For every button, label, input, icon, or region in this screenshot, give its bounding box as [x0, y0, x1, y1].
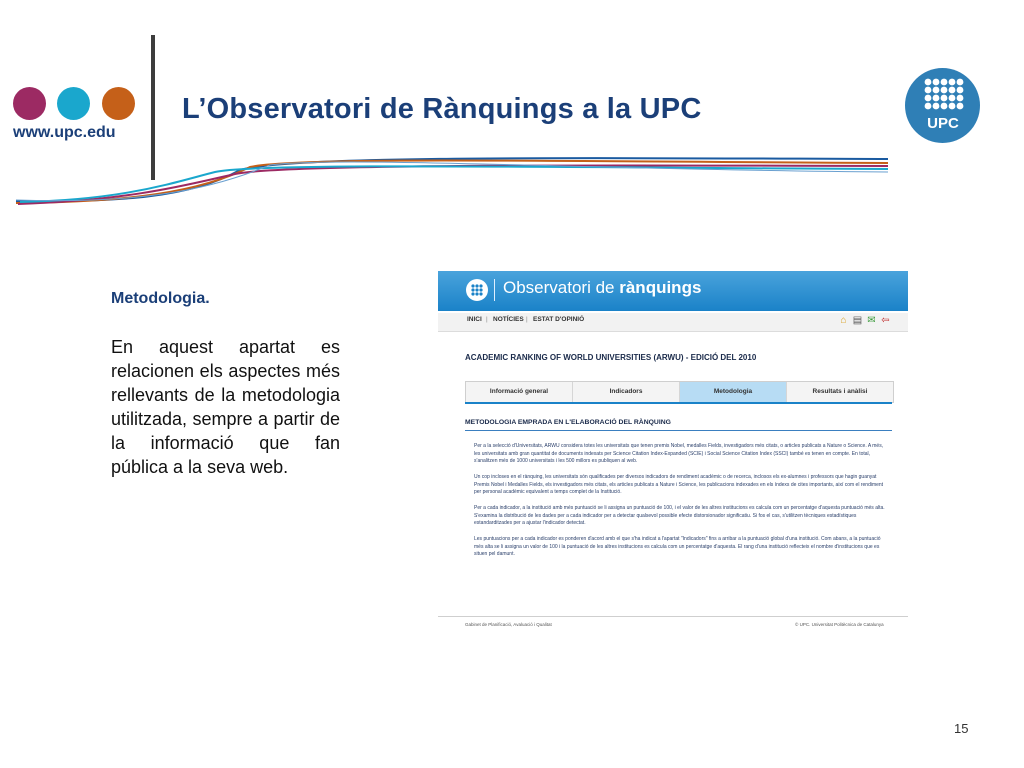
section-title: METODOLOGIA EMPRADA EN L'ELABORACIÓ DEL RÀNQUING: [465, 419, 671, 426]
brand-dot-orange: [102, 87, 135, 120]
tabs-underline: [465, 402, 892, 404]
nav-inici[interactable]: INICI: [467, 316, 482, 323]
nav-estat-opinio[interactable]: ESTAT D'OPINIÓ: [533, 316, 585, 323]
home-icon[interactable]: ⌂: [840, 315, 847, 326]
methodology-description: [111, 287, 340, 479]
email-icon[interactable]: ✉: [867, 315, 876, 326]
upc-logo-text: UPC: [927, 115, 959, 132]
tab-indicadors[interactable]: Indicadors: [573, 382, 680, 402]
upc-logo-icon: [905, 68, 980, 143]
nav-separator: |: [526, 316, 528, 323]
site-brand[interactable]: [503, 278, 701, 298]
site-brand-prefix: Observatori de: [503, 278, 620, 297]
nav-separator: |: [486, 316, 488, 323]
section-rule: [465, 430, 892, 431]
nav-noticies[interactable]: NOTÍCIES: [493, 316, 524, 323]
site-logo-icon: [466, 279, 488, 301]
brand-dot-purple: [13, 87, 46, 120]
exit-icon[interactable]: ⇦: [881, 315, 890, 326]
site-nav: [438, 313, 908, 332]
methodology-heading: Metodologia.: [111, 290, 210, 307]
website-url[interactable]: www.upc.edu: [13, 124, 116, 141]
brand-dot-cyan: [57, 87, 90, 120]
tab-informacio-general[interactable]: Informació general: [466, 382, 573, 402]
ranking-heading: ACADEMIC RANKING OF WORLD UNIVERSITIES (ARWU) - EDICIÓ DEL 2010: [465, 353, 757, 362]
page-number: 15: [954, 721, 969, 736]
decorative-swoosh: [0, 140, 900, 210]
ranking-tabs: [465, 381, 894, 403]
paragraph: Les puntuacions per a cada indicador es ponderen d'acord amb el que s'ha indicat a l'apartat "Indicadors" fins a arribar a la puntuació global d'una institució. Com abans, a la puntuació més alta se li assigna un valor de 100 i la puntuació de les altres institucions es calcula com un percentatge d'aquesta. El rang d'una institució reflecteix el nombre d'institucions que es situen pel damunt.: [474, 536, 881, 558]
tab-metodologia[interactable]: Metodologia: [680, 382, 787, 402]
slide-title: L’Observatori de Rànquings a la UPC: [182, 93, 702, 125]
site-header: [438, 271, 908, 311]
site-logo-divider: [494, 279, 495, 301]
website-screenshot: [438, 271, 908, 629]
methodology-body: En aquest apartat es relacionen els aspectes més rellevants de la metodologia utilitzada, sempre a partir de la informació que fan pública a la seva web.: [111, 337, 340, 477]
upc-logo: [905, 68, 980, 143]
footer-right: © UPC. Universitat Politècnica de Catalunya: [795, 622, 884, 627]
footer-left[interactable]: Gabinet de Planificació, Avaluació i Qualitat: [465, 622, 552, 627]
paragraph: Per a la selecció d'Universitats, ARWU considera totes les universitats que tenen premis Nobel, medalles Fields, investigadors més citats, o articles publicats a Nature o Science. A més, les universitats amb gran quantitat de documents indexats per Science Citation Index-Expanded (SCIE) i Social Science Citation Index (SSCI) també es tenen en compte. En total, s'analitzen més de 1000 universitats i les 500 millors es publiquen al web.: [474, 443, 884, 465]
footer-rule: [438, 616, 908, 617]
paragraph: Un cop incloses en el rànquing, les universitats són qualificades per diversos indicadors de rendiment acadèmic o de recerca, inclosos els ex-alumnes i professors que hagin guanyat Premis Nobel i Medalles Fields, els investigadors més citats, els articles publicats a Nature i Science, les publicacions indexades en els índexs de cites importants, així com el rendiment per personal acadèmic equivalent a temps complet de la Institució.: [474, 474, 884, 496]
paragraph: Per a cada indicador, a la institució amb més puntuació se li assigna un puntuació de 100, i el valor de les altres institucions es calcula com un percentatge d'aquesta puntuació més alta. S'examina la distribució de les dades per a cada indicador per a detectar qualsevol possible efecte distorsionador significatiu. Si fos el cas, s'utilitzen tècniques estadístiques estandarditzades per a ajustar l'indicador detectat.: [474, 505, 885, 527]
print-icon[interactable]: ▤: [852, 315, 863, 326]
tab-resultats[interactable]: Resultats i anàlisi: [812, 388, 868, 395]
nav-tools: [838, 315, 891, 326]
methodology-paragraphs: [474, 443, 888, 567]
site-brand-bold: rànquings: [619, 278, 702, 297]
